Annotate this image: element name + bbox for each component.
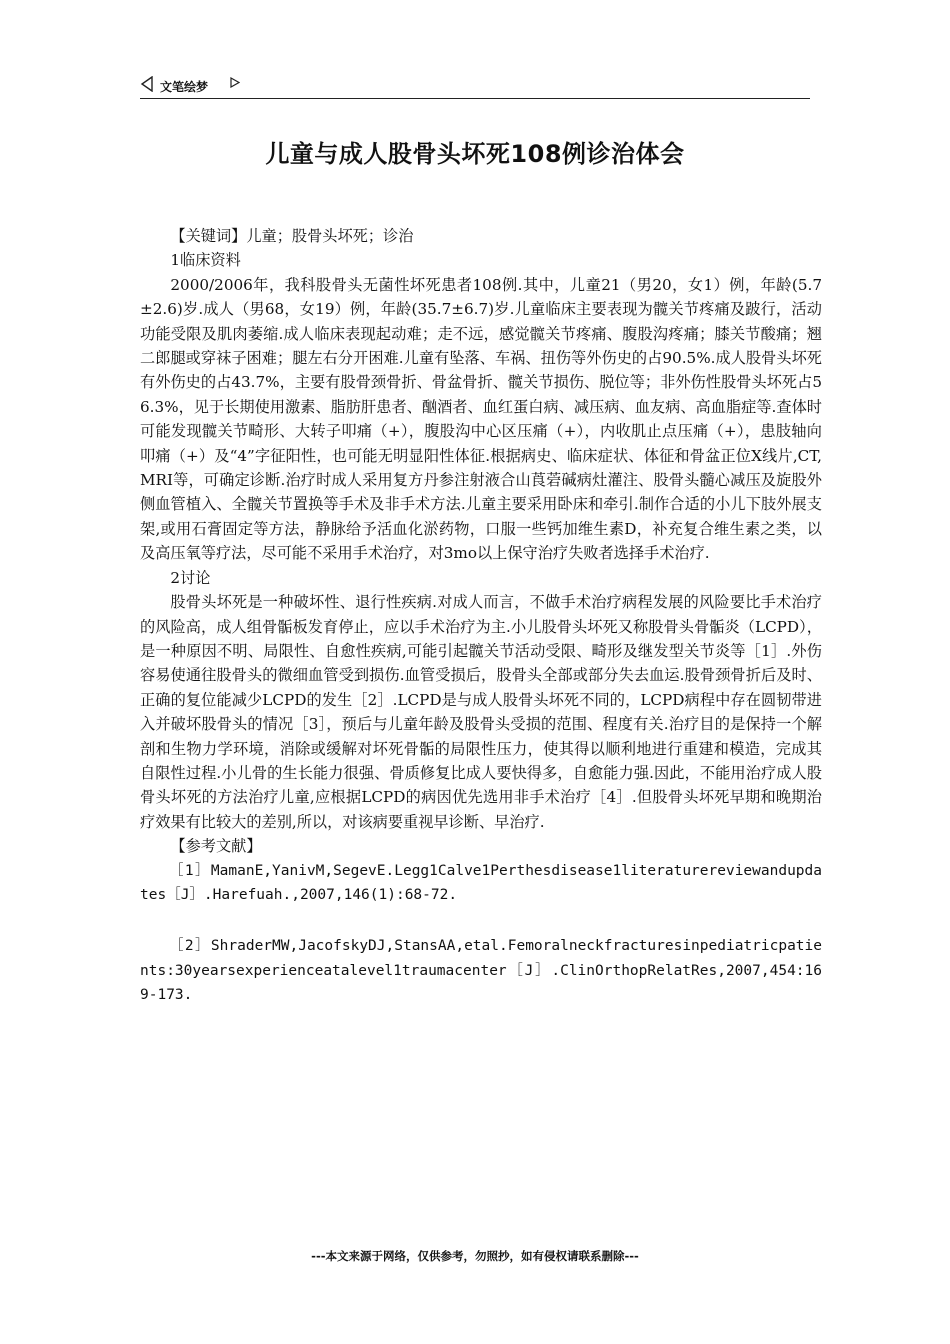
triangle-right-outline-icon (230, 77, 240, 88)
keywords-line: 【关键词】儿童；股骨头坏死；诊治 (170, 227, 414, 245)
references-heading: 【参考文献】 (170, 837, 262, 856)
document-title: 儿童与成人股骨头坏死108例诊治体会 (265, 140, 685, 168)
section-heading-discussion: 2讨论 (170, 568, 211, 587)
page-header (140, 74, 810, 99)
document-body (140, 224, 822, 1008)
reference-spacer (140, 907, 822, 934)
reference-item-1: ［1］MamanE,YanivM,SegevE.Legg1Calve1Perthesdisease1literaturereviewandupdates［J］.Harefuah.,2007,146(1):68-72. (140, 862, 822, 903)
footer-disclaimer: ---本文来源于网络，仅供参考，勿照抄，如有侵权请联系删除--- (311, 1249, 639, 1263)
section-paragraph-clinical-data: 2000/2006年，我科股骨头无菌性坏死患者108例.其中，儿童21（男20，女1）例，年龄(5.7±2.6)岁.成人（男68，女19）例，年龄(35.7±6.7)岁.儿童临床主要表现为髋关节疼痛及跛行，活动功能受限及肌肉萎缩.成人临床表现起动难；走不远，感觉髋关节疼痛、腹股沟疼痛；膝关节酸痛；翘二郎腿或穿袜子困难；腿左右分开困难.儿童有坠落、车祸、扭伤等外伤史的占90.5%.成人股骨头坏死有外伤史的占43.7%，主要有股骨颈骨折、骨盆骨折、髋关节损伤、脱位等；非外伤性股骨头坏死占56.3%，见于长期使用激素、脂肪肝患者、酗酒者、血红蛋白病、减压病、血友病、高血脂症等.查体时可能发现髋关节畸形、大转子叩痛（+），腹股沟中心区压痛（+），内收肌止点压痛（+），患肢轴向叩痛（+）及“4”字征阳性，也可能无明显阳性体征.根据病史、临床症状、体征和骨盆正位X线片,CT,MRI等，可确定诊断.治疗时成人采用复方丹参注射液合山莨菪碱病灶灌注、股骨头髓心减压及旋股外侧血管植入、全髋关节置换等手术及非手术方法.儿童主要采用卧床和牵引.制作合适的小儿下肢外展支架,或用石膏固定等方法，静脉给予活血化淤药物，口服一些钙加维生素D，补充复合维生素之类，以及高压氧等疗法，尽可能不采用手术治疗，对3mo以上保守治疗失败者选择手术治疗. (140, 275, 822, 563)
section-paragraph-discussion: 股骨头坏死是一种破坏性、退行性疾病.对成人而言，不做手术治疗病程发展的风险要比手术治疗的风险高，成人组骨骺板发育停止，应以手术治疗为主.小儿股骨头坏死又称股骨头骨骺炎（LCPD），是一种原因不明、局限性、自愈性疾病,可能引起髋关节活动受限、畸形及继发型关节炎等［1］.外伤容易使通往股骨头的微细血管受到损伤.血管受损后，股骨头全部或部分失去血运.股骨颈骨折后及时、正确的复位能减少LCPD的发生［2］.LCPD是与成人股骨头坏死不同的，LCPD病程中存在圆韧带进入并破坏股骨头的情况［3］，预后与儿童年龄及股骨头受损的范围、程度有关.治疗目的是保持一个解剖和生物力学环境，消除或缓解对坏死骨骺的局限性压力，使其得以顺利地进行重建和模造，完成其自限性过程.小儿骨的生长能力很强、骨质修复比成人要快得多，自愈能力强.因此，不能用治疗成人股骨头坏死的方法治疗儿童,应根据LCPD的病因优先选用非手术治疗［4］.但股骨头坏死早期和晚期治疗效果有比较大的差别,所以，对该病要重视早诊断、早治疗. (140, 593, 822, 831)
triangle-left-outline-icon (140, 76, 154, 92)
section-heading-clinical-data: 1临床资料 (170, 251, 241, 270)
reference-item-2: ［2］ShraderMW,JacofskyDJ,StansAA,etal.Femoralneckfracturesinpediatricpatients:30yearsexperienceatalevel1traumacenter［J］.ClinOrthopRelatRes,2007,454:169-173. (140, 938, 822, 1004)
brand-name: 文笔绘梦 (160, 80, 209, 94)
